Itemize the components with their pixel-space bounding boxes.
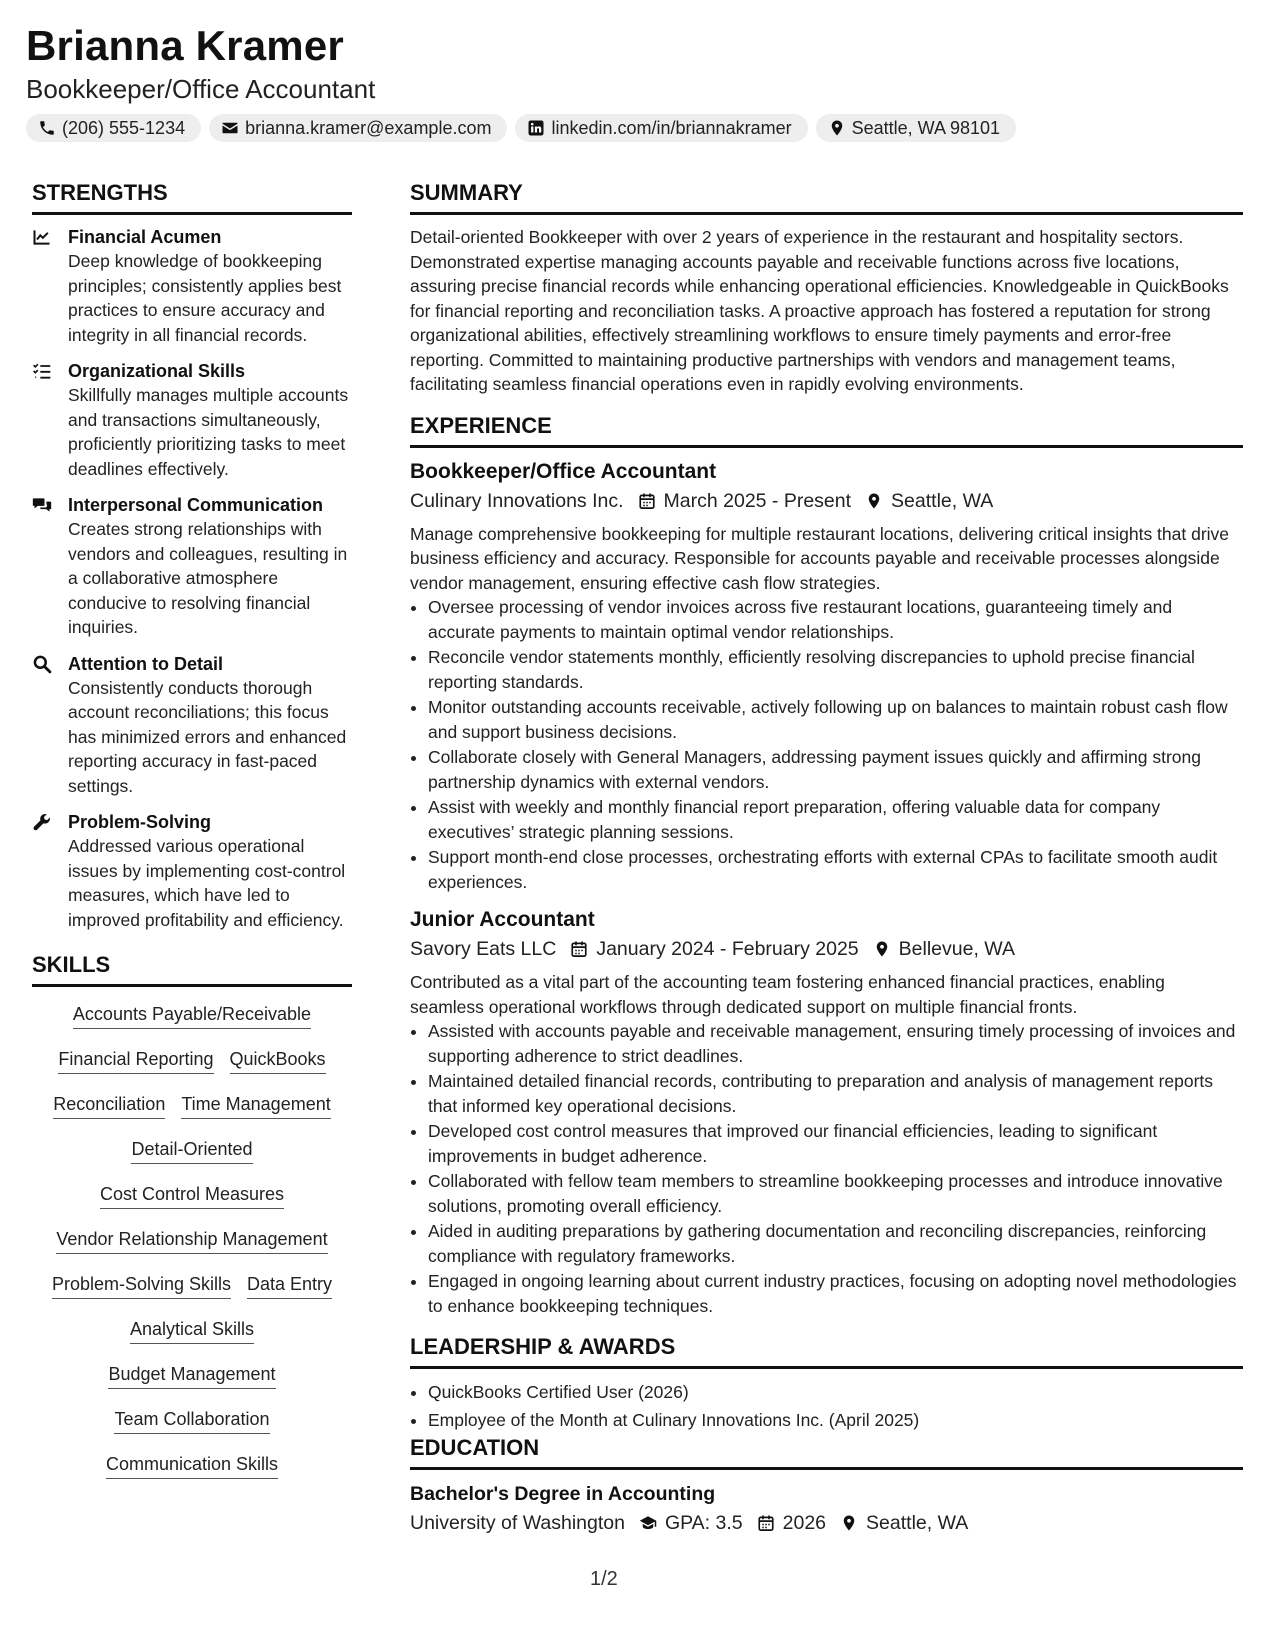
strength-description: Skillfully manages multiple accounts and transactions simultaneously, proficiently prioritizing tasks to meet deadlines effectively. xyxy=(68,385,349,479)
strength-item xyxy=(32,652,352,799)
strength-title: Organizational Skills xyxy=(68,361,246,381)
skill-tag: Communication Skills xyxy=(106,1453,278,1479)
strength-description: Addressed various operational issues by implementing cost-control measures, which have led to improved profitability and efficiency. xyxy=(68,836,346,930)
location-pin-icon xyxy=(865,492,883,510)
skill-tag: Cost Control Measures xyxy=(100,1183,284,1209)
job-dates: January 2024 - February 2025 xyxy=(596,938,859,960)
list-item: • Support month-end close processes, orchestrating efforts with external CPAs to facilitate smooth audit experiences. xyxy=(428,845,1243,894)
strength-description: Consistently conducts thorough account reconciliations; this focus has minimized errors and enhanced reporting accuracy in fast-paced settings. xyxy=(68,677,347,796)
skill-tag: Time Management xyxy=(181,1093,330,1119)
left-column xyxy=(32,180,352,1479)
graduation-cap-icon xyxy=(639,1514,657,1532)
job-company: Culinary Innovations Inc. xyxy=(410,489,624,512)
calendar-icon xyxy=(638,492,656,510)
job-entry xyxy=(410,906,1243,1318)
summary-text: Detail-oriented Bookkeeper with over 2 years of experience in the restaurant and hospitality sectors. Demonstrated expertise managing accounts payable and receivable functions across five locations, assuring precise financial records while enhancing operational efficiencies. Knowledgeable in QuickBooks for financial reporting and reconciliation tasks. A proactive approach has fostered a reputation for strong organizational abilities, effectively streamlining workflows to ensure timely payments and error-free reporting. Committed to maintaining productive partnerships with vendors and management teams, facilitating seamless financial operations even in rapidly evolving environments. xyxy=(410,227,1229,394)
trend-chart-icon xyxy=(32,227,52,247)
skill-tag: Financial Reporting xyxy=(58,1048,213,1074)
strength-item xyxy=(32,225,352,347)
magnifier-icon xyxy=(32,654,52,674)
wrench-icon xyxy=(32,812,52,832)
right-column xyxy=(410,180,1243,1544)
candidate-role: Bookkeeper/Office Accountant xyxy=(26,74,376,104)
job-bullets xyxy=(410,595,1243,894)
list-item: • Employee of the Month at Culinary Innovations Inc. (April 2025) xyxy=(428,1407,1243,1434)
list-item: • QuickBooks Certified User (2026) xyxy=(428,1379,1243,1406)
skill-tag: Problem-Solving Skills xyxy=(52,1273,231,1299)
job-entry xyxy=(410,458,1243,895)
gpa: GPA: 3.5 xyxy=(664,1512,743,1534)
strength-title: Interpersonal Communication xyxy=(68,495,324,515)
contact-phone[interactable] xyxy=(26,114,201,142)
job-title: Junior Accountant xyxy=(410,908,595,931)
contact-linkedin-text: linkedin.com/in/briannakramer xyxy=(551,117,792,138)
chat-bubbles-icon xyxy=(32,495,52,515)
contact-phone-text: (206) 555-1234 xyxy=(62,117,186,138)
list-item: • Developed cost control measures that improved our financial efficiencies, leading to significant improvements in budget adherence. xyxy=(428,1119,1243,1168)
job-location: Seattle, WA xyxy=(891,489,994,512)
strength-item xyxy=(32,493,352,640)
skill-tag: Team Collaboration xyxy=(114,1408,269,1434)
checklist-icon xyxy=(32,361,52,381)
list-item: • Reconcile vendor statements monthly, efficiently resolving discrepancies to uphold precise financial reporting standards. xyxy=(428,645,1243,694)
skill-tag: QuickBooks xyxy=(230,1048,326,1074)
list-item: • Collaborate closely with General Managers, addressing payment issues quickly and affirming strong partnership dynamics with external vendors. xyxy=(428,745,1243,794)
skills-list xyxy=(32,997,352,1479)
location-pin-icon xyxy=(828,119,846,137)
strength-item xyxy=(32,359,352,481)
school-name: University of Washington xyxy=(410,1512,625,1534)
contact-bar xyxy=(26,114,1016,142)
skill-tag: Detail-Oriented xyxy=(131,1138,252,1164)
skill-tag: Analytical Skills xyxy=(130,1318,254,1344)
envelope-icon xyxy=(221,119,239,137)
list-item: • Oversee processing of vendor invoices across five restaurant locations, guaranteeing timely and accurate payments to maintain optimal vendor relationships. xyxy=(428,595,1243,644)
job-meta xyxy=(410,486,1243,516)
list-item: • Collaborated with fellow team members to streamline bookkeeping processes and introduce innovative solutions, promoting overall efficiency. xyxy=(428,1169,1243,1218)
job-description: Manage comprehensive bookkeeping for multiple restaurant locations, delivering critical insights that drive business efficiency and accuracy. Responsible for accounts payable and receivable processes alongside vendor management, ensuring effective cash flow strategies. xyxy=(410,523,1230,593)
location-pin-icon xyxy=(873,940,891,958)
skill-tag: Data Entry xyxy=(247,1273,332,1299)
education-location: Seattle, WA xyxy=(866,1512,969,1534)
list-item: • Engaged in ongoing learning about current industry practices, focusing on adopting novel methodologies to enhance bookkeeping techniques. xyxy=(428,1269,1243,1318)
contact-linkedin[interactable] xyxy=(515,114,807,142)
skill-tag: Accounts Payable/Receivable xyxy=(73,1003,311,1029)
list-item: • Monitor outstanding accounts receivable, actively following up on balances to maintain robust cash flow and support business decisions. xyxy=(428,695,1243,744)
calendar-icon xyxy=(757,1514,775,1532)
education-heading: EDUCATION xyxy=(410,1435,1243,1470)
linkedin-icon xyxy=(527,119,545,137)
strength-item xyxy=(32,810,352,932)
strength-description: Creates strong relationships with vendors and colleagues, resulting in a collaborative atmosphere conducive to resolving financial inquiries. xyxy=(68,519,348,637)
job-description: Contributed as a vital part of the accounting team fostering enhanced financial practices, enabling seamless operational workflows through dedicated support on multiple financial fronts. xyxy=(410,972,1165,1017)
job-location: Bellevue, WA xyxy=(898,938,1015,960)
education-meta xyxy=(410,1508,1243,1538)
strength-description: Deep knowledge of bookkeeping principles; consistently applies best practices to ensure accuracy and integrity in all financial records. xyxy=(68,251,342,345)
skill-tag: Reconciliation xyxy=(53,1093,165,1119)
list-item: • Assist with weekly and monthly financial report preparation, offering valuable data for company executives’ strategic planning sessions. xyxy=(428,795,1243,844)
contact-email-text: brianna.kramer@example.com xyxy=(245,117,492,138)
calendar-icon xyxy=(570,940,588,958)
contact-location-text: Seattle, WA 98101 xyxy=(851,117,1001,138)
location-pin-icon xyxy=(840,1514,858,1532)
strength-title: Financial Acumen xyxy=(68,227,222,247)
list-item: • Maintained detailed financial records, contributing to preparation and analysis of management reports that informed key operational decisions. xyxy=(428,1069,1243,1118)
skills-heading: SKILLS xyxy=(32,952,352,987)
job-title: Bookkeeper/Office Accountant xyxy=(410,459,717,483)
job-bullets xyxy=(410,1019,1243,1318)
graduation-year: 2026 xyxy=(782,1512,827,1534)
page-number: 1/2 xyxy=(590,1568,618,1590)
job-meta xyxy=(410,934,1243,964)
list-item: • Aided in auditing preparations by gathering documentation and reconciling discrepancies, reinforcing compliance with regulatory frameworks. xyxy=(428,1219,1243,1268)
experience-heading: EXPERIENCE xyxy=(410,413,1243,448)
candidate-name: Brianna Kramer xyxy=(26,22,344,69)
job-company: Savory Eats LLC xyxy=(410,938,557,960)
strengths-heading: STRENGTHS xyxy=(32,180,352,215)
list-item: • Assisted with accounts payable and receivable management, ensuring timely processing of invoices and supporting adherence to strict deadlines. xyxy=(428,1019,1243,1068)
phone-icon xyxy=(38,119,56,137)
contact-email[interactable] xyxy=(209,114,507,142)
job-dates: March 2025 - Present xyxy=(663,489,852,512)
skill-tag: Vendor Relationship Management xyxy=(56,1228,327,1254)
awards-list xyxy=(410,1379,1243,1434)
skill-tag: Budget Management xyxy=(108,1363,275,1389)
summary-heading: SUMMARY xyxy=(410,180,1243,215)
strength-title: Attention to Detail xyxy=(68,653,223,674)
degree-title: Bachelor's Degree in Accounting xyxy=(410,1483,716,1505)
contact-location xyxy=(816,114,1016,142)
awards-heading: LEADERSHIP & AWARDS xyxy=(410,1334,1243,1369)
strength-title: Problem-Solving xyxy=(68,812,212,832)
